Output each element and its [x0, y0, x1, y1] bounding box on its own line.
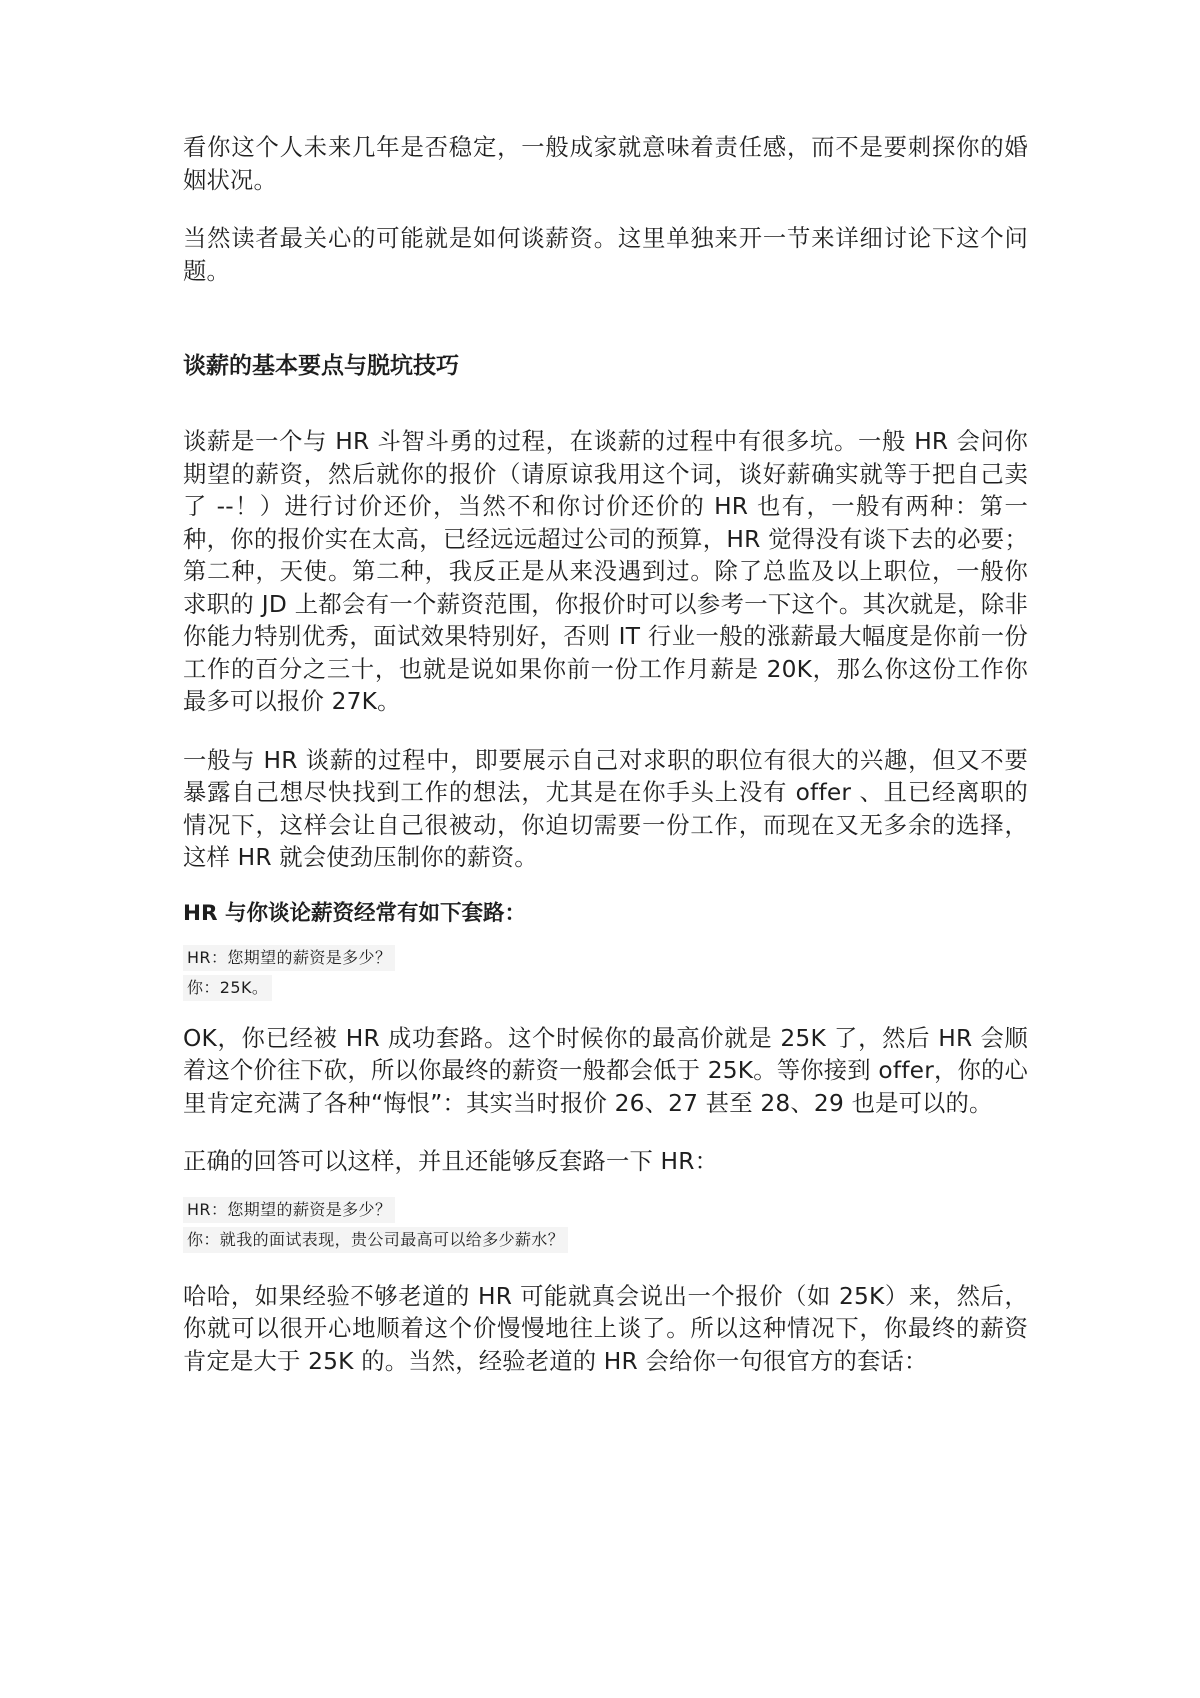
- document-page: [183, 132, 1028, 1378]
- dialog-line-hr-question: HR：您期望的薪资是多少？: [183, 1197, 395, 1223]
- paragraph-correct-answer: 正确的回答可以这样，并且还能够反套路一下 HR：: [183, 1148, 719, 1175]
- paragraph-trapped: OK，你已经被 HR 成功套路。这个时候你的最高价就是 25K 了，然后 HR 会顺着这个价往下砍，所以你最终的薪资一般都会低于 25K。等你接到 offer，你的心里肯定充满了各种“悔恨”：其实当时报价 26、27 甚至 28、29 也是可以的。: [183, 1024, 1028, 1117]
- paragraph-salary-intro: 当然读者最关心的可能就是如何谈薪资。这里单独来开一节来详细讨论下这个问题。: [183, 225, 1028, 285]
- paragraph-marriage: 看你这个人未来几年是否稳定，一般成家就意味着责任感，而不是要刺探你的婚姻状况。: [183, 134, 1028, 194]
- dialog-example-1: [183, 945, 1028, 1005]
- dialog-line-answer: 你：就我的面试表现，贵公司最高可以给多少薪水？: [183, 1227, 568, 1253]
- paragraph-hr-pressure: 一般与 HR 谈薪的过程中，即要展示自己对求职的职位有很大的兴趣，但又不要暴露自己想尽快找到工作的想法，尤其是在你手头上没有 offer 、且已经离职的情况下，这样会让自己很被动，你迫切需要一份工作，而现在又无多余的选择，这样 HR 就会使劲压制你的薪资。: [183, 746, 1028, 871]
- section-heading: 谈薪的基本要点与脱坑技巧: [183, 353, 459, 379]
- paragraph-negotiation-process: 谈薪是一个与 HR 斗智斗勇的过程，在谈薪的过程中有很多坑。一般 HR 会问你期望的薪资，然后就你的报价（请原谅我用这个词，谈好薪确实就等于把自己卖了 --！）进行讨价还价，当然不和你讨价还价的 HR 也有，一般有两种：第一种，你的报价实在太高，已经远远超过公司的预算，HR 觉得没有谈下去的必要；第二种，天使。第二种，我反正是从来没遇到过。除了总监及以上职位，一般你求职的 JD 上都会有一个薪资范围，你报价时可以参考一下这个。其次就是，除非你能力特别优秀，面试效果特别好，否则 IT 行业一般的涨薪最大幅度是你前一份工作的百分之三十，也就是说如果你前一份工作月薪是 20K，那么你这份工作你最多可以报价 27K。: [183, 428, 1028, 715]
- dialog-example-2: [183, 1197, 1028, 1257]
- dialog-line-answer: 你：25K。: [183, 975, 272, 1001]
- subheading-hr-tricks: HR 与你谈论薪资经常有如下套路：: [183, 900, 527, 926]
- paragraph-closing: 哈哈，如果经验不够老道的 HR 可能就真会说出一个报价（如 25K）来，然后，你就可以很开心地顺着这个价慢慢地往上谈了。所以这种情况下，你最终的薪资肯定是大于 25K 的。当然，经验老道的 HR 会给你一句很官方的套话：: [183, 1282, 1028, 1375]
- dialog-line-hr-question: HR：您期望的薪资是多少？: [183, 945, 395, 971]
